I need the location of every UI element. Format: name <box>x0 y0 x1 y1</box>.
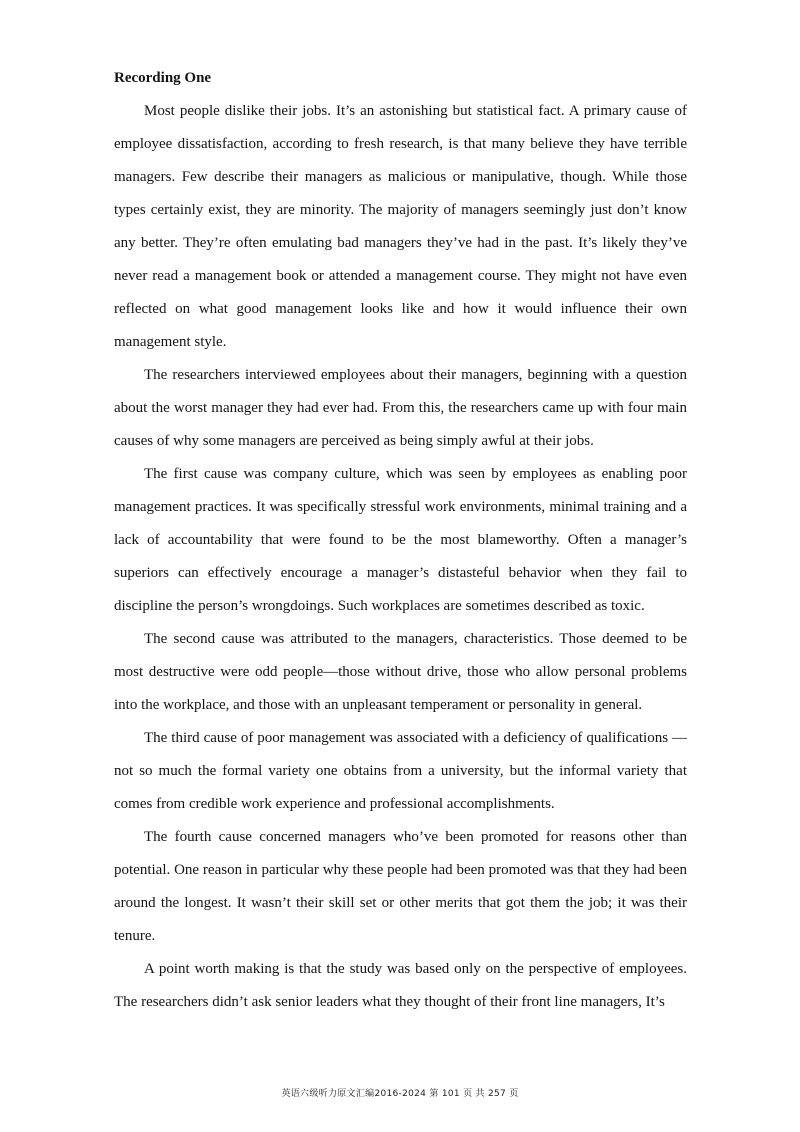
paragraph-7: A point worth making is that the study was based only on the perspective of employees. The researchers didn’t ask senior leaders what they thought of their front line managers, It’s <box>114 961 687 1010</box>
section-heading: Recording One <box>114 70 212 86</box>
paragraph-5: The third cause of poor management was associated with a deficiency of qualifications —not so much the formal variety one obtains from a university, but the informal variety that comes from credible work experience and professional accomplishments. <box>114 730 687 812</box>
page-footer: 英语六级听力原文汇编2016-2024 第 101 页 共 257 页 <box>281 1089 519 1099</box>
paragraph-4: The second cause was attributed to the managers, characteristics. Those deemed to be most destructive were odd people—those without drive, those who allow personal problems into the workplace, and those with an unpleasant temperament or personality in general. <box>114 631 687 713</box>
paragraph-1: Most people dislike their jobs. It’s an astonishing but statistical fact. A primary cause of employee dissatisfaction, according to fresh research, is that many believe they have terrible managers. Few describe their managers as malicious or manipulative, though. While those types certainly exist, they are minority. The majority of managers seemingly just don’t know any better. They’re often emulating bad managers they’ve had in the past. It’s likely they’ve never read a management book or attended a management course. They might not have even reflected on what good management looks like and how it would influence their own management style. <box>114 103 687 350</box>
paragraph-3: The first cause was company culture, which was seen by employees as enabling poor management practices. It was specifically stressful work environments, minimal training and a lack of accountability that were found to be the most blameworthy. Often a manager’s superiors can effectively encourage a manager’s distasteful behavior when they fail to discipline the person’s wrongdoings. Such workplaces are sometimes described as toxic. <box>114 466 687 614</box>
paragraph-6: The fourth cause concerned managers who’ve been promoted for reasons other than potential. One reason in particular why these people had been promoted was that they had been around the longest. It wasn’t their skill set or other merits that got them the job; it was their tenure. <box>114 829 687 944</box>
paragraph-2: The researchers interviewed employees about their managers, beginning with a question about the worst manager they had ever had. From this, the researchers came up with four main causes of why some managers are perceived as being simply awful at their jobs. <box>114 367 687 449</box>
document-body <box>114 62 687 1019</box>
